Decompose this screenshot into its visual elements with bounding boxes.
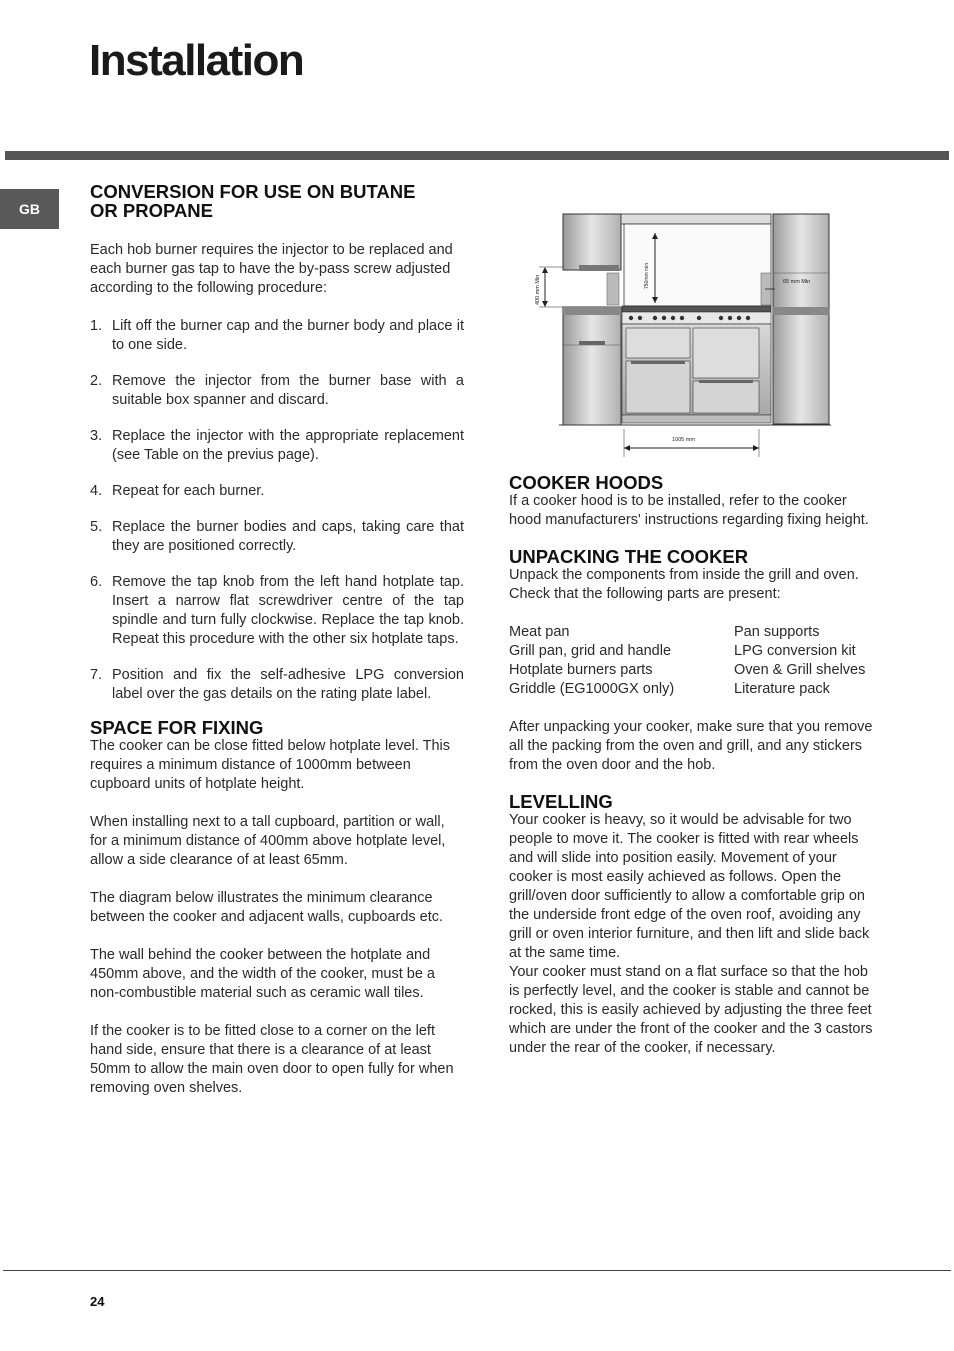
right-tall-cupboard xyxy=(773,214,829,424)
right-column xyxy=(509,473,881,1058)
label-400: 400 mm Min xyxy=(535,274,541,305)
list-item: 7. Position and fix the self-adhesive LPG conversion label over the gas details on the rating plate label. xyxy=(90,667,464,702)
unpacking-after: After unpacking your cooker, make sure that you remove all the packing from the oven and grill, and any stickers from the oven door and the hob. xyxy=(509,719,873,773)
language-tab: GB xyxy=(0,189,59,229)
label-65: 65 mm Min xyxy=(783,279,811,285)
hoods-text: If a cooker hood is to be installed, refer to the cooker hood manufacturers' instructions regarding fixing height. xyxy=(509,493,869,528)
unpacking-intro: Unpack the components from inside the grill and oven. Check that the following parts are present: xyxy=(509,567,859,602)
hoods-heading: COOKER HOODS xyxy=(509,472,664,493)
conversion-intro: Each hob burner requires the injector to be replaced and each burner gas tap to have the by-pass screw adjusted according to the following procedure: xyxy=(90,242,453,296)
levelling-para: Your cooker must stand on a flat surface so that the hob is perfectly level, and the cooker is stable and cannot be rocked, this is easily achieved by adjusting the three feet which are under the front of the cooker and the 3 castors under the rear of the cooker, if necessary. xyxy=(509,964,873,1056)
space-para: The cooker can be close fitted below hotplate level. This requires a minimum distance of 1000mm between cupboard units of hotplate height. xyxy=(90,738,451,792)
clearance-diagram xyxy=(509,203,881,460)
list-item: 2. Remove the injector from the burner base with a suitable box spanner and discard. xyxy=(90,373,464,408)
list-item: Meat pan xyxy=(509,624,570,640)
list-item: Hotplate burners parts xyxy=(509,662,653,678)
left-wall-cupboard xyxy=(563,214,621,271)
list-item: 5. Replace the burner bodies and caps, taking care that they are positioned correctly. xyxy=(90,519,464,554)
list-item: Oven & Grill shelves xyxy=(734,662,866,678)
left-column xyxy=(90,182,464,1098)
page-title: Installation xyxy=(89,36,304,85)
space-para: The diagram below illustrates the minimum clearance between the cooker and adjacent walls, cupboards etc. xyxy=(90,890,444,925)
space-para: If the cooker is to be fitted close to a corner on the left hand side, ensure that there is a clearance of at least 50mm to allow the main oven door to open fully for when removing oven shelves. xyxy=(90,1023,454,1096)
space-para: When installing next to a tall cupboard, partition or wall, for a minimum distance of 400mm above hotplate level, allow a side clearance of at least 65mm. xyxy=(90,814,446,868)
conversion-heading: CONVERSION FOR USE ON BUTANE OR PROPANE xyxy=(90,181,416,221)
label-750: 750mm min xyxy=(644,262,650,289)
levelling-para: Your cooker is heavy, so it would be advisable for two people to move it. The cooker is fitted with rear wheels and will slide into position easily. Movement of your cooker is most easily achieved as follows. Open the grill/oven door sufficiently to allow a comfortable grip on the underside front edge of the oven roof, avoiding any grill or oven interior furniture, and then lift and slide back at the same time. xyxy=(509,812,870,961)
left-base-cupboard xyxy=(563,307,621,425)
list-item: Grill pan, grid and handle xyxy=(509,643,672,659)
cooker-illustration xyxy=(622,306,771,423)
list-item: Griddle (EG1000GX only) xyxy=(509,681,675,697)
label-1005: 1005 mm xyxy=(672,437,695,443)
list-item: 4. Repeat for each burner. xyxy=(90,483,265,499)
list-item: 1. Lift off the burner cap and the burner body and place it to one side. xyxy=(90,318,464,353)
list-item: 3. Replace the injector with the appropriate replacement (see Table on the previus page). xyxy=(90,428,464,463)
conversion-steps xyxy=(90,317,464,704)
list-item: LPG conversion kit xyxy=(734,643,856,659)
space-heading: SPACE FOR FIXING xyxy=(90,717,264,738)
space-para: The wall behind the cooker between the hotplate and 450mm above, and the width of the cooker, must be a non-combustible material such as ceramic wall tiles. xyxy=(90,947,435,1001)
list-item: 6. Remove the tap knob from the left hand hotplate tap. Insert a narrow flat screwdriver centre of the tap spindle and turn fully clockwise. Replace the tap knob. Repeat this procedure with the other six hotplate taps. xyxy=(90,574,464,647)
unpacking-heading: UNPACKING THE COOKER xyxy=(509,546,749,567)
levelling-heading: LEVELLING xyxy=(509,791,613,812)
parts-list xyxy=(509,623,881,699)
page-number: 24 xyxy=(90,1294,105,1309)
header-rule xyxy=(5,151,949,160)
list-item: Literature pack xyxy=(734,681,830,697)
list-item: Pan supports xyxy=(734,624,820,640)
footer-rule xyxy=(3,1270,951,1271)
